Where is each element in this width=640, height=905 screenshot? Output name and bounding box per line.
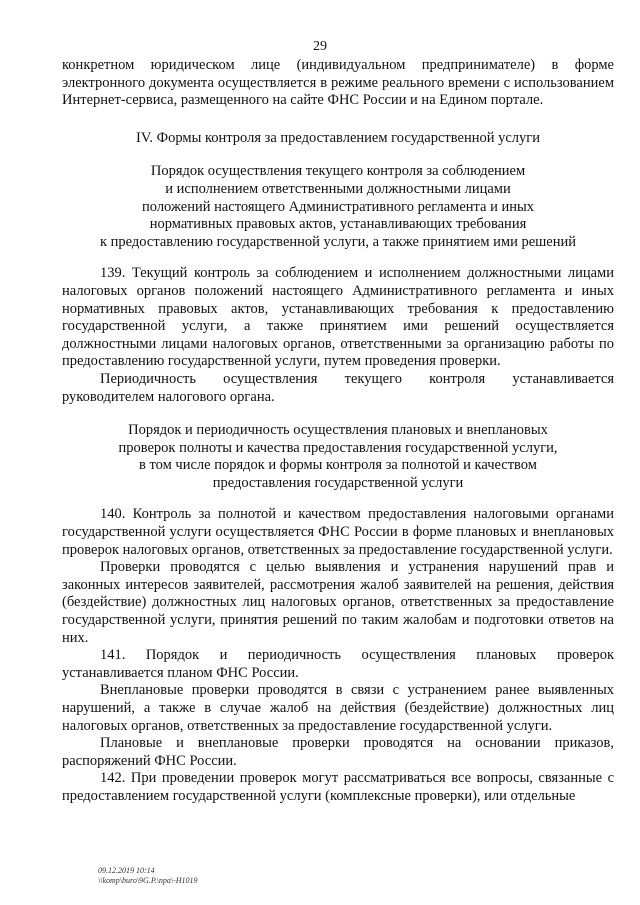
subheading-line: и исполнением ответственными должностными лицами: [165, 180, 511, 197]
subheading-line: Порядок осуществления текущего контроля за соблюдением: [150, 163, 526, 180]
footer-path: \\komp\buro\9G.P.\npa\-H1019: [98, 876, 198, 885]
paragraph-139: 139. Текущий контроль за соблюдением и исполнением должностными лицами налоговых органов положений настоящего Административного регламента и иных нормативных правовых актов, устанавливающих требования к предоставлению государственной услуги, а также принятием ими решений осуществляется должностными лицами налоговых органов, ответственными за организацию работы по предоставлению государственной услуги, путем проведения проверки.: [62, 265, 614, 370]
subheading-line: положений настоящего Административного регламента и иных: [142, 198, 534, 215]
paragraph-140: 140. Контроль за полнотой и качеством предоставления налоговыми органами государственной услуги осуществляется ФНС России в форме плановых и внеплановых проверок налоговых органов, ответственных за предоставление государственной услуги.: [62, 506, 614, 558]
subheading-line: к предоставлению государственной услуги, а также принятием ими решений: [99, 233, 577, 250]
footer-stamp: [98, 866, 198, 886]
subheading-line: нормативных правовых актов, устанавливающих требования: [149, 216, 527, 233]
subheading-line: предоставления государственной услуги: [212, 474, 464, 491]
paragraph-periodicity: Периодичность осуществления текущего контроля устанавливается руководителем налогового органа.: [62, 370, 614, 405]
subheading-planned-inspections: [62, 422, 614, 492]
chapter-title: IV. Формы контроля за предоставлением государственной услуги: [136, 129, 540, 146]
document-body: [62, 57, 614, 806]
subheading-line: проверок полноты и качества предоставления государственной услуги,: [118, 439, 558, 456]
paragraph-142: 142. При проведении проверок могут рассматриваться все вопросы, связанные с предоставлением государственной услуги (комплексные проверки), или отдельные: [62, 770, 614, 804]
intro-paragraph: конкретном юридическом лице (индивидуальном предпринимателе) в форме электронного документа осуществляется в режиме реального времени с использованием Интернет-сервиса, размещенного на сайте ФНС России и на Едином портале.: [62, 57, 614, 109]
paragraph-unplanned-inspections: Внеплановые проверки проводятся в связи с устранением ранее выявленных нарушений, а также в случае жалоб на действия (бездействие) должностных лиц налоговых органов, ответственных за предоставление государственной услуги.: [62, 682, 614, 734]
subheading-line: в том числе порядок и формы контроля за полнотой и качеством: [139, 457, 537, 474]
page-number: 29: [313, 39, 327, 54]
subheading-line: Порядок и периодичность осуществления плановых и внеплановых: [128, 422, 548, 439]
paragraph-orders: Плановые и внеплановые проверки проводятся на основании приказов, распоряжений ФНС России.: [62, 735, 614, 769]
paragraph-141: 141. Порядок и периодичность осуществления плановых проверок устанавливается планом ФНС России.: [62, 647, 614, 681]
footer-date: 09.12.2019 10:14: [98, 866, 155, 875]
subheading-current-control: [62, 163, 614, 251]
paragraph-inspections-purpose: Проверки проводятся с целью выявления и устранения нарушений прав и законных интересов заявителей, рассмотрения жалоб заявителей на решения, действия (бездействие) должностных лиц налоговых органов, ответственных за предоставление государственной услуги, принятия решений по таким жалобам и подготовки ответов на них.: [62, 559, 614, 646]
